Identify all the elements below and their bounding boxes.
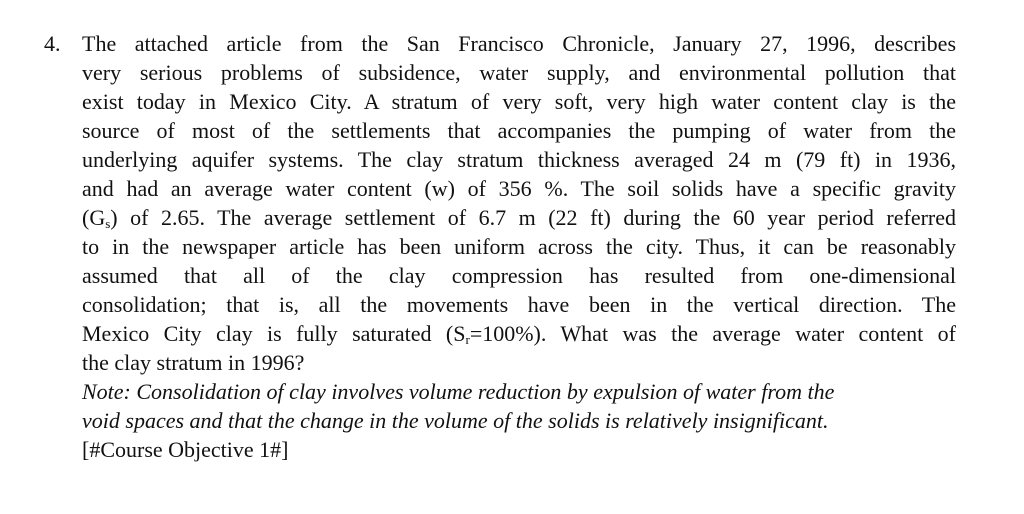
problem-line: consolidation; that is, all the movements have been in the vertical direction. The — [82, 292, 956, 317]
sr-subscript: r — [465, 332, 470, 347]
gs-suffix: ) of 2.65. The average settlement of 6.7 m (22 ft) during the 60 year period referred — [110, 205, 956, 230]
problem-line: and had an average water content (w) of 356 %. The soil solids have a specific gravity — [82, 176, 956, 201]
gs-subscript: s — [105, 216, 111, 231]
problem-line: exist today in Mexico City. A stratum of very soft, very high water content clay is the — [82, 89, 956, 114]
problem-line: underlying aquifer systems. The clay stratum thickness averaged 24 m (79 ft) in 1936, — [82, 147, 956, 172]
problem-line: to in the newspaper article has been uniform across the city. Thus, it can be reasonably — [82, 234, 956, 259]
problem-line-specific-gravity — [82, 203, 956, 232]
problem-line: the clay stratum in 1996? — [82, 350, 305, 375]
sr-prefix: Mexico City clay is fully saturated (S — [82, 321, 466, 346]
problem-number: 4. — [44, 31, 61, 56]
problem-line: very serious problems of subsidence, water supply, and environmental pollution that — [82, 60, 956, 85]
sr-suffix: =100%). What was the average water content of — [469, 321, 956, 346]
problem-line-saturation — [82, 319, 956, 348]
problem-line: source of most of the settlements that accompanies the pumping of water from the — [82, 118, 956, 143]
note-line: Note: Consolidation of clay involves volume reduction by expulsion of water from the — [82, 379, 835, 404]
note-line: void spaces and that the change in the volume of the solids is relatively insignificant. — [82, 408, 829, 433]
gs-prefix: (G — [82, 205, 106, 230]
problem-line: assumed that all of the clay compression has resulted from one-dimensional — [82, 263, 956, 288]
problem-line: The attached article from the San Francisco Chronicle, January 27, 1996, describes — [82, 31, 956, 56]
problem-text — [82, 29, 956, 464]
course-objective: [#Course Objective 1#] — [82, 437, 289, 462]
